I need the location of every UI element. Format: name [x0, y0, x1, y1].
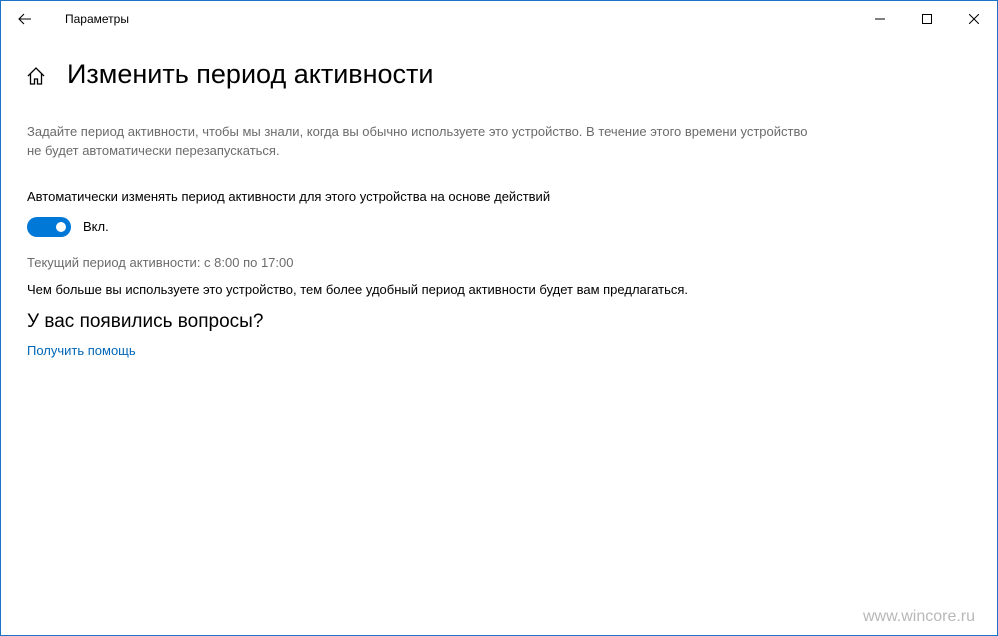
- home-button[interactable]: [25, 65, 47, 87]
- back-button[interactable]: [1, 1, 49, 37]
- description-text: Задайте период активности, чтобы мы знали, когда вы обычно используете это устройство. В течение этого времени устройство не будет автоматически перезапускаться.: [27, 124, 808, 158]
- auto-adjust-label: Автоматически изменять период активности для этого устройства на основе действий: [27, 189, 551, 204]
- title-bar: [1, 1, 997, 37]
- auto-adjust-toggle[interactable]: [27, 217, 71, 237]
- maximize-button[interactable]: [904, 1, 950, 37]
- watermark: www.wincore.ru: [863, 608, 976, 625]
- maximize-icon: [922, 14, 932, 24]
- app-title: Параметры: [65, 12, 129, 26]
- toggle-state-label: Вкл.: [83, 219, 109, 234]
- minimize-icon: [875, 14, 885, 24]
- current-period-text: Текущий период активности: с 8:00 по 17:00: [27, 255, 294, 270]
- minimize-button[interactable]: [857, 1, 903, 37]
- close-button[interactable]: [951, 1, 997, 37]
- toggle-knob: [56, 222, 66, 232]
- get-help-link[interactable]: Получить помощь: [27, 343, 136, 358]
- home-icon: [25, 65, 47, 87]
- page-title: Изменить период активности: [67, 59, 434, 89]
- hint-text: Чем больше вы используете это устройство, тем более удобный период активности будет вам предлагаться.: [27, 282, 689, 297]
- questions-heading: У вас появились вопросы?: [27, 311, 264, 332]
- close-icon: [969, 14, 979, 24]
- back-arrow-icon: [18, 13, 32, 25]
